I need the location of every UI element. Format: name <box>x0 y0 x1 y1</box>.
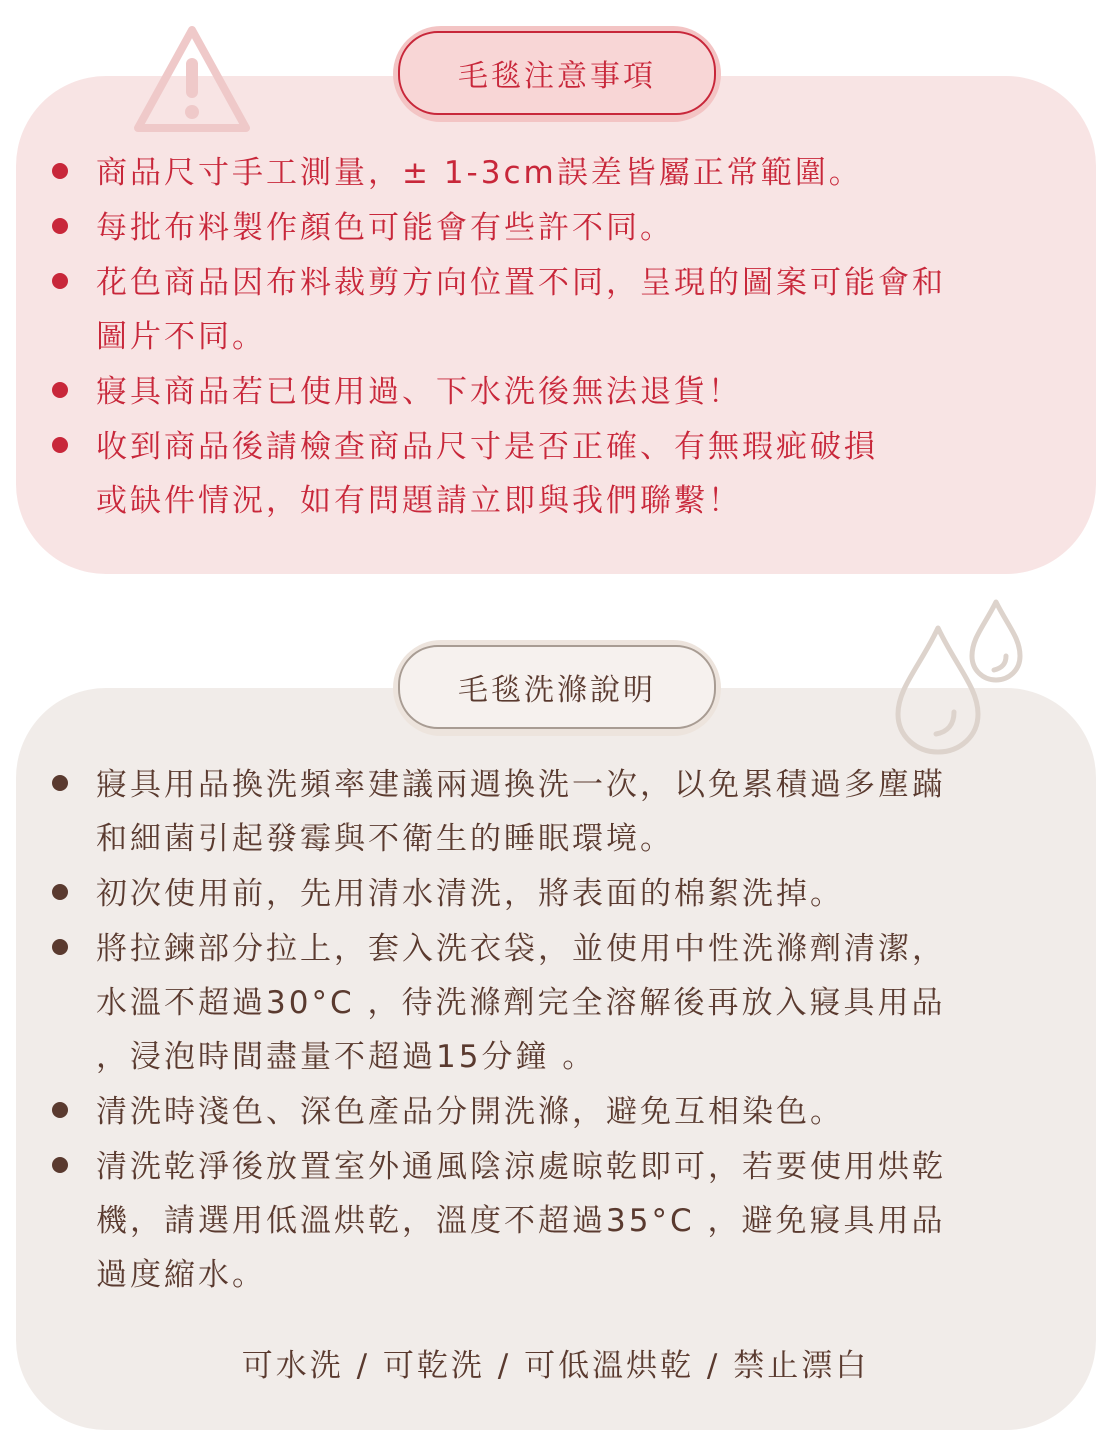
bullet-dot-icon <box>52 1157 68 1173</box>
bullet-dot-icon <box>52 163 68 179</box>
bullet-dot-icon <box>52 939 68 955</box>
notice-item-text: 花色商品因布料裁剪方向位置不同，呈現的圖案可能會和 <box>96 265 946 301</box>
washing-item-text: 清洗時淺色、深色產品分開洗滌，避免互相染色。 <box>96 1094 844 1130</box>
notice-item-text: 寢具商品若已使用過、下水洗後無法退貨！ <box>96 374 742 410</box>
bullet-dot-icon <box>52 437 68 453</box>
washing-list-item <box>52 867 1052 921</box>
bullet-dot-icon <box>52 1102 68 1118</box>
bullet-dot-icon <box>52 273 68 289</box>
bullet-dot-icon <box>52 382 68 398</box>
washing-list-item <box>52 922 1052 1084</box>
washing-title: 毛毯洗滌說明 <box>398 645 716 729</box>
washing-item-text: 將拉鍊部分拉上，套入洗衣袋，並使用中性洗滌劑清潔， <box>96 931 946 967</box>
care-symbols-summary: 可水洗 / 可乾洗 / 可低溫烘乾 / 禁止漂白 <box>241 1348 870 1384</box>
notice-list <box>52 146 1052 529</box>
washing-list-item <box>52 758 1052 866</box>
notice-list-item <box>52 365 1052 419</box>
notice-item-text: 每批布料製作顏色可能會有些許不同。 <box>96 210 674 246</box>
washing-item-text: ，浸泡時間盡量不超過15分鐘 。 <box>96 1039 597 1075</box>
notice-item-text: 或缺件情況，如有問題請立即與我們聯繫！ <box>96 483 742 519</box>
washing-list-item <box>52 1085 1052 1139</box>
washing-list <box>52 758 1052 1303</box>
bullet-dot-icon <box>52 775 68 791</box>
notice-item-text: 商品尺寸手工測量，± 1-3cm誤差皆屬正常範圍。 <box>96 155 863 191</box>
water-drops-icon <box>890 596 1030 756</box>
washing-item-text: 寢具用品換洗頻率建議兩週換洗一次，以免累積過多塵蹣 <box>96 767 946 803</box>
notice-title: 毛毯注意事項 <box>398 31 716 115</box>
washing-item-text: 清洗乾淨後放置室外通風陰涼處晾乾即可，若要使用烘乾 <box>96 1149 946 1185</box>
bullet-dot-icon <box>52 884 68 900</box>
notice-item-text: 圖片不同。 <box>96 319 266 355</box>
bullet-dot-icon <box>52 218 68 234</box>
washing-item-text: 水溫不超過30°C ，待洗滌劑完全溶解後再放入寢具用品 <box>96 985 946 1021</box>
notice-list-item <box>52 256 1052 364</box>
washing-item-text: 初次使用前，先用清水清洗，將表面的棉絮洗掉。 <box>96 876 844 912</box>
washing-list-item <box>52 1140 1052 1302</box>
notice-list-item <box>52 201 1052 255</box>
washing-item-text: 機，請選用低溫烘乾，溫度不超過35°C ，避免寢具用品 <box>96 1203 946 1239</box>
warning-triangle-icon <box>128 20 256 138</box>
notice-item-text: 收到商品後請檢查商品尺寸是否正確、有無瑕疵破損 <box>96 429 878 465</box>
washing-item-text: 過度縮水。 <box>96 1257 266 1293</box>
washing-item-text: 和細菌引起發霉與不衛生的睡眠環境。 <box>96 821 674 857</box>
notice-list-item <box>52 146 1052 200</box>
notice-list-item <box>52 420 1052 528</box>
